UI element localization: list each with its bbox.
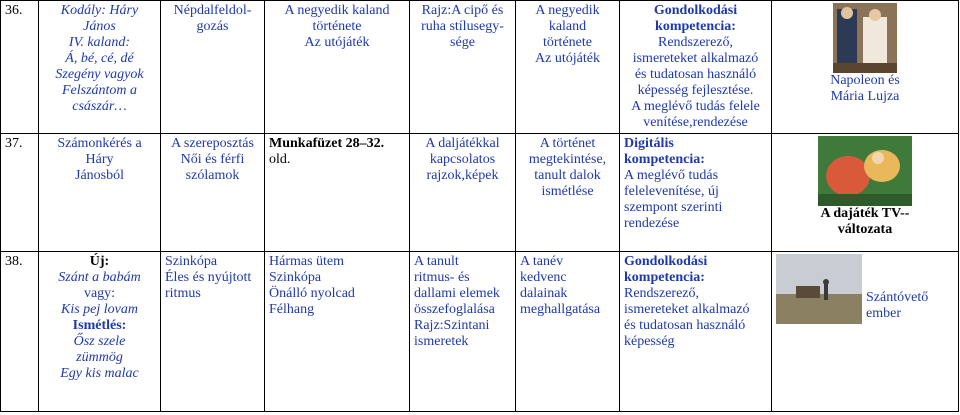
activity-cell: A negyedik kaland története Az utójáték — [516, 1, 620, 134]
cartoon-still-image — [818, 136, 912, 206]
topic-cell: Számonkérés a Háry Jánosból — [39, 134, 161, 252]
skill-cell: A szereposztás Női és férfi szólamok — [161, 134, 265, 252]
table-row — [1, 134, 959, 252]
integration-cell: A daljátékkal kapcsolatos rajzok,képek — [410, 134, 516, 252]
row-number: 38. — [1, 252, 39, 412]
table-row — [1, 1, 959, 134]
ploughman-painting-image — [776, 254, 862, 324]
row-number: 36. — [1, 1, 39, 134]
integration-cell: Rajz:A cipő és ruha stílusegy- sége — [410, 1, 516, 134]
napoleon-painting-image — [833, 3, 897, 73]
content-cell: Munkafüzet 28–32. old. — [265, 134, 410, 252]
competence-cell: Gondolkodási kompetencia: Rendszerező, ismereteket alkalmazó és tudatosan használó képesség fejlesztése. A meglévő tudás felele venítése,rendezése — [620, 1, 772, 134]
content-cell: A negyedik kaland története Az utójáték — [265, 1, 410, 134]
competence-cell: Gondolkodási kompetencia: Rendszerező, ismereteket alkalmazó és tudatosan használó képesség — [620, 252, 772, 412]
content-cell: Hármas ütem Szinkópa Önálló nyolcad Félhang — [265, 252, 410, 412]
competence-cell: Digitális kompetencia: A meglévő tudás felelevenítése, új szempont szerinti rendezése — [620, 134, 772, 252]
media-cell: A dajáték TV-- változata — [772, 134, 959, 252]
skill-cell: Népdalfeldol- gozás — [161, 1, 265, 134]
media-cell: Szántóvető ember — [772, 252, 959, 412]
topic-cell: Új: Szánt a babám vagy: Kis pej lovam Ismétlés: Ősz szele zümmög Egy kis malac — [39, 252, 161, 412]
table-row — [1, 252, 959, 412]
topic-cell: Kodály: Háry János IV. kaland: Á, bé, cé, dé Szegény vagyok Felszántom a császár… — [39, 1, 161, 134]
activity-cell: A tanév kedvenc dalainak meghallgatása — [516, 252, 620, 412]
row-number: 37. — [1, 134, 39, 252]
activity-cell: A történet megtekintése, tanult dalok ismétlése — [516, 134, 620, 252]
integration-cell: A tanult ritmus- és dallami elemek összefoglalása Rajz:Szintani ismeretek — [410, 252, 516, 412]
media-cell: Napoleon és Mária Lujza — [772, 1, 959, 134]
skill-cell: Szinkópa Éles és nyújtott ritmus — [161, 252, 265, 412]
